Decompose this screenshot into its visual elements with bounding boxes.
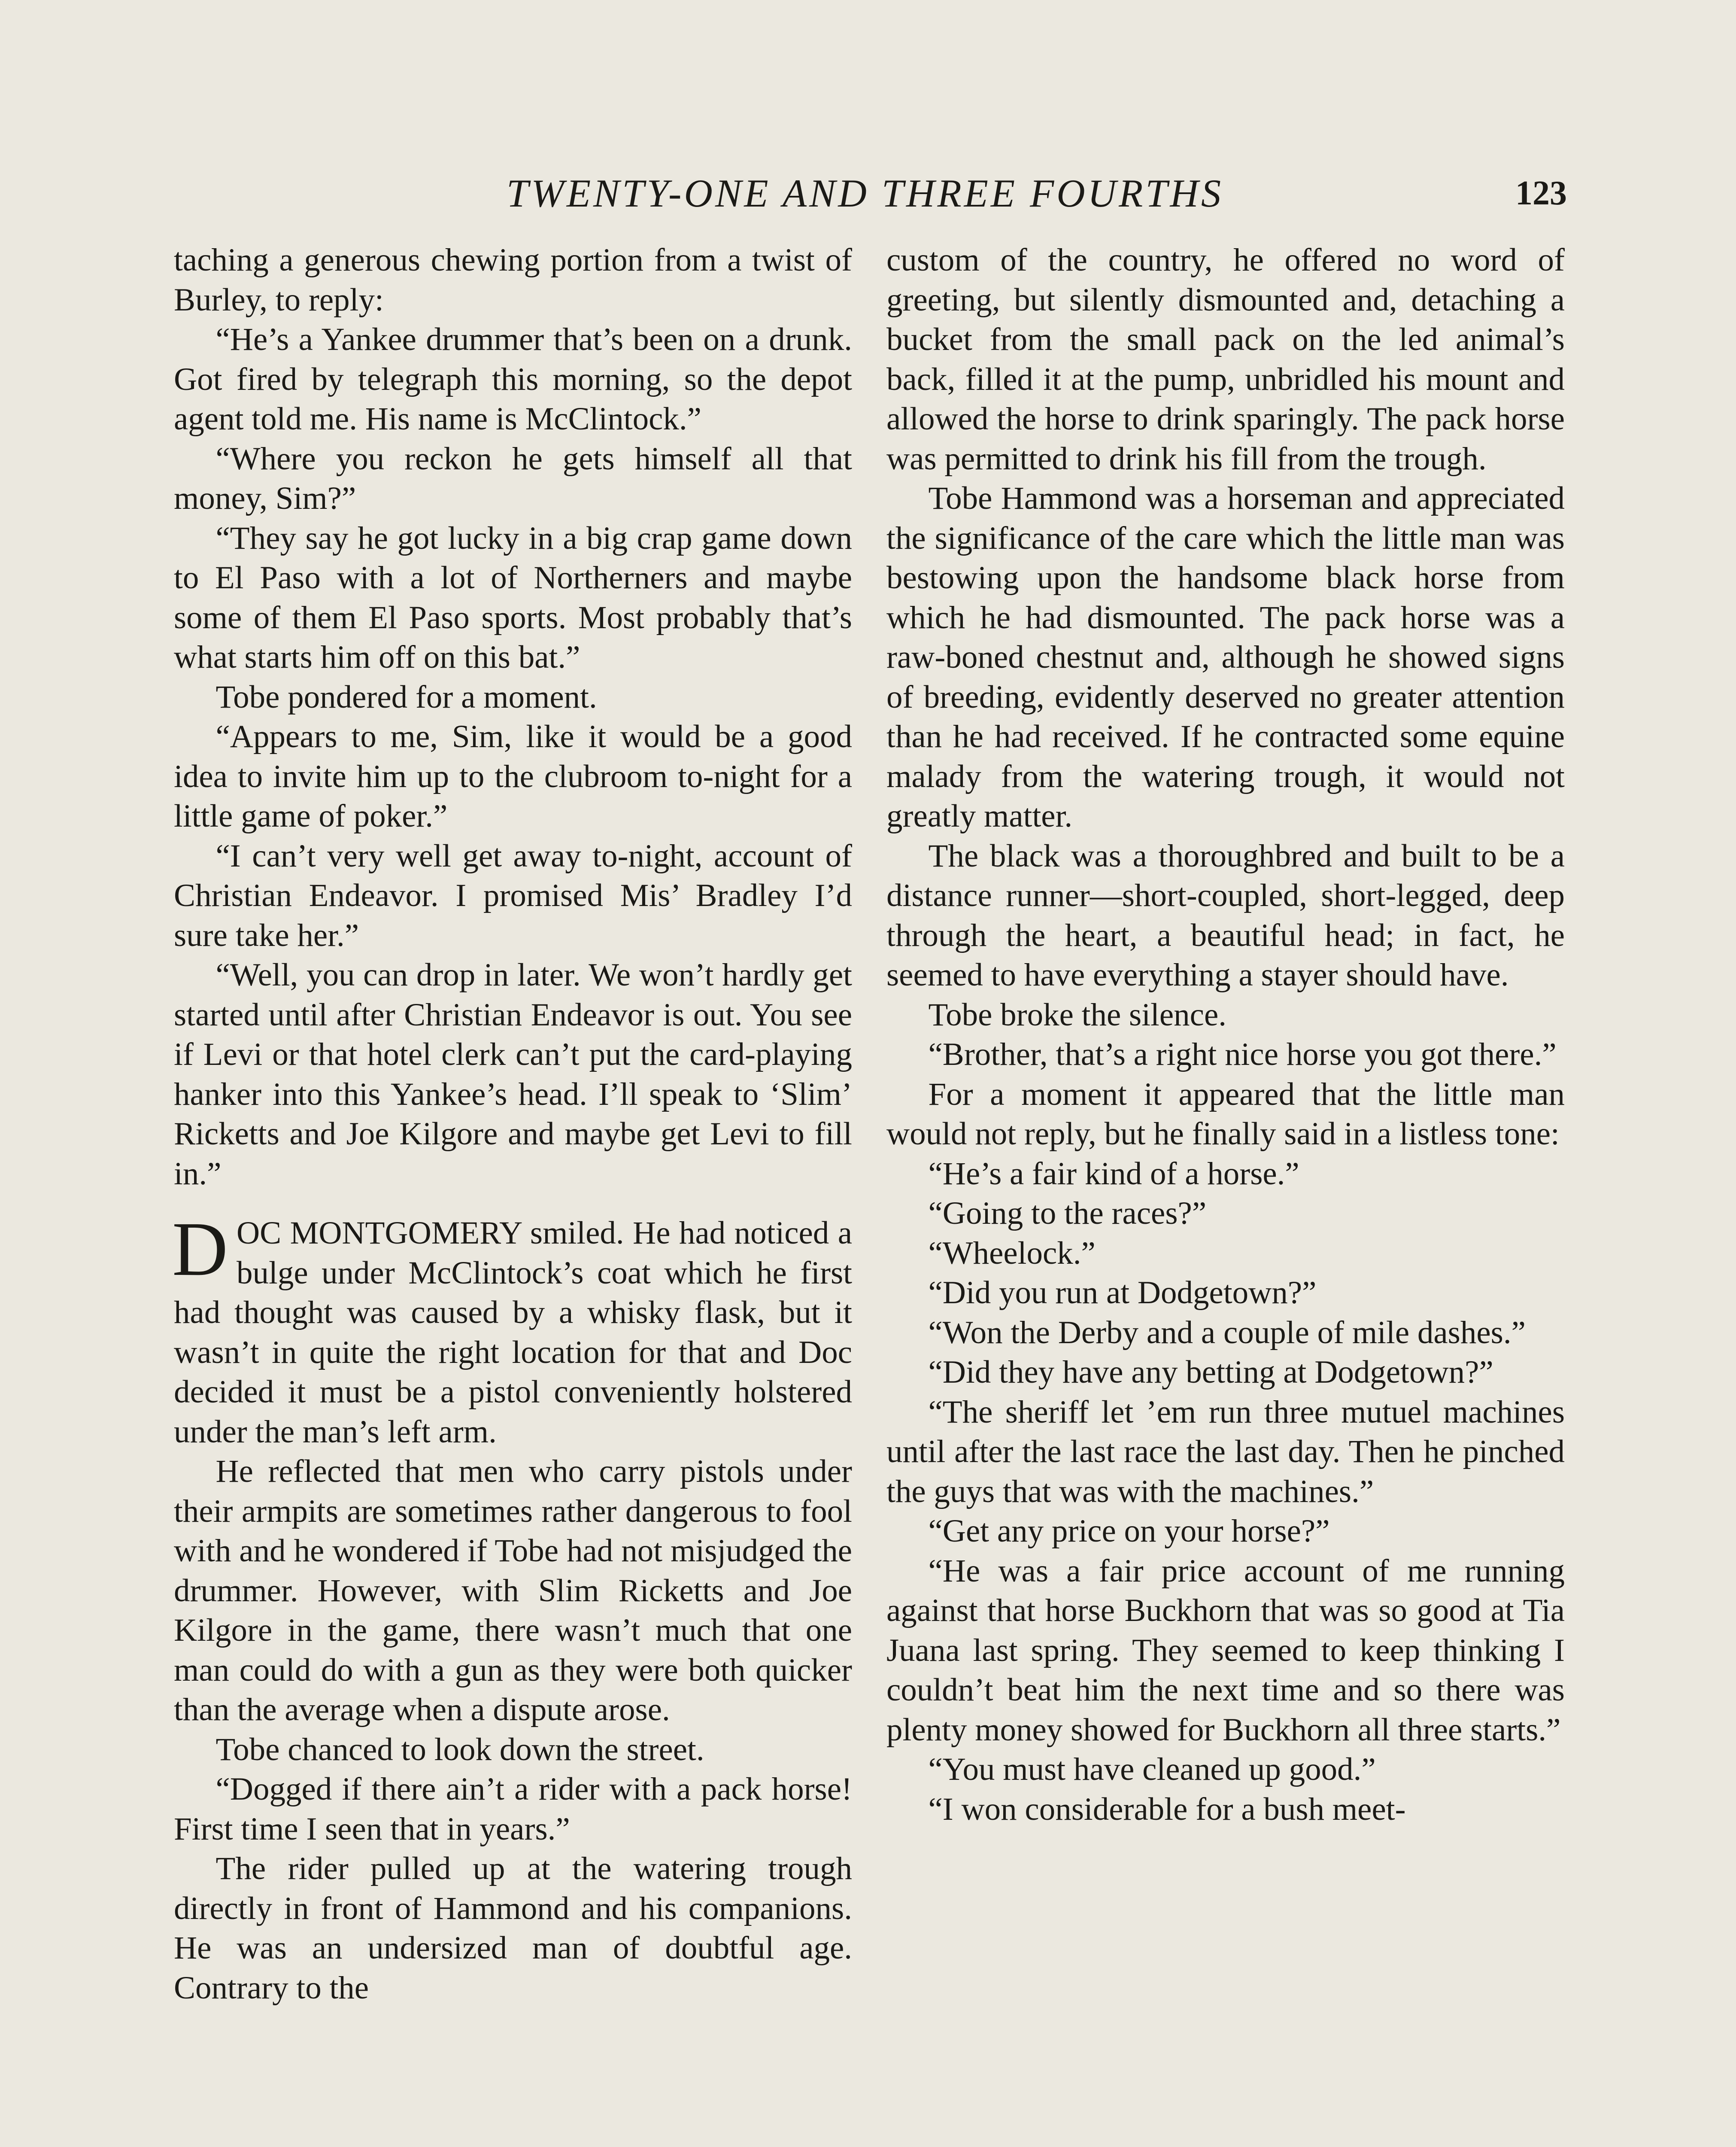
paragraph: “Wheelock.” <box>928 1235 1096 1271</box>
right-column <box>886 240 1565 1829</box>
paragraph: Tobe broke the silence. <box>928 997 1226 1033</box>
paragraph: “You must have cleaned up good.” <box>928 1752 1376 1787</box>
paragraph: “The sheriff let ’em run three mutuel machines until after the last race the last day. Then he pinched the guys that was with the machines.” <box>886 1394 1565 1509</box>
paragraph: The black was a thoroughbred and built to be a distance runner—short-coupled, short-legged, deep through the heart, a beautiful head; in fact, he seemed to have everything a stayer should have. <box>886 838 1565 993</box>
paragraph: “Dogged if there ain’t a rider with a pack horse! First time I seen that in years.” <box>174 1771 852 1847</box>
paragraph: custom of the country, he offered no word of greeting, but silently dismounted and, detaching a bucket from the small pack on the led animal’s back, filled it at the pump, unbridled his mount and allowed the horse to drink sparingly. The pack horse was permitted to drink his fill from the trough. <box>886 242 1565 477</box>
paragraph: “He’s a Yankee drummer that’s been on a drunk. Got fired by telegraph this morning, so the depot agent told me. His name is McClintock.” <box>174 322 852 437</box>
paragraph: Tobe Hammond was a horseman and appreciated the significance of the care which the little man was bestowing upon the handsome black horse from which he had dismounted. The pack horse was a raw-boned chestnut and, although he showed signs of breeding, evidently deserved no greater attention than he had received. If he contracted some equine malady from the watering trough, it would not greatly matter. <box>886 480 1565 834</box>
paragraph: taching a generous chewing portion from a twist of Burley, to reply: <box>174 242 852 318</box>
paragraph: “I can’t very well get away to-night, account of Christian Endeavor. I promised Mis’ Bradley I’d sure take her.” <box>174 838 852 953</box>
paragraph: He reflected that men who carry pistols under their armpits are sometimes rather dangerous to fool with and he wondered if Tobe had not misjudged the drummer. However, with Slim Ricketts and Joe Kilgore in the game, there wasn’t much that one man could do with a gun as they were both quicker than the average when a dispute arose. <box>174 1454 852 1727</box>
paragraph: “Won the Derby and a couple of mile dashes.” <box>928 1314 1526 1350</box>
paragraph: “Brother, that’s a right nice horse you got there.” <box>928 1037 1557 1072</box>
section-opening-paragraph <box>172 1206 852 1452</box>
drop-cap: D <box>172 1206 228 1292</box>
paragraph: “I won considerable for a bush meet- <box>928 1791 1406 1827</box>
paragraph: “Get any price on your horse?” <box>928 1513 1330 1549</box>
paragraph: “Going to the races?” <box>928 1195 1207 1231</box>
paragraph: “Where you reckon he gets himself all that money, Sim?” <box>174 441 852 516</box>
left-column <box>174 240 852 2008</box>
paragraph: “He’s a fair kind of a horse.” <box>928 1156 1299 1192</box>
paragraph: “He was a fair price account of me running against that horse Buckhorn that was so good at Tia Juana last spring. They seemed to keep thinking I couldn’t beat him the next time and so there was plenty money showed for Buckhorn all three starts.” <box>886 1553 1565 1748</box>
paragraph: For a moment it appeared that the little man would not reply, but he finally said in a listless tone: <box>886 1076 1565 1152</box>
paragraph: “Did you run at Dodgetown?” <box>928 1275 1317 1311</box>
paragraph: “Appears to me, Sim, like it would be a good idea to invite him up to the clubroom to-night for a little game of poker.” <box>174 719 852 834</box>
page-number: 123 <box>1515 174 1567 212</box>
paragraph: “They say he got lucky in a big crap game down to El Paso with a lot of Northerners and maybe some of them El Paso sports. Most probably that’s what starts him off on this bat.” <box>174 520 852 675</box>
section-opening-text: OC MONTGOMERY smiled. He had noticed a bulge under McClintock’s coat which he first had thought was caused by a whisky flask, but it wasn’t in quite the right location for that and Doc decided it must be a pistol conveniently holstered under the man’s left arm. <box>174 1215 852 1450</box>
paragraph: The rider pulled up at the watering trough directly in front of Hammond and his companions. He was an undersized man of doubtful age. Contrary to the <box>174 1851 852 2006</box>
running-title: TWENTY-ONE AND THREE FOURTHS <box>507 171 1223 215</box>
paragraph: “Did they have any betting at Dodgetown?” <box>928 1354 1493 1390</box>
running-head <box>172 163 1567 223</box>
paragraph: “Well, you can drop in later. We won’t hardly get started until after Christian Endeavor is out. You see if Levi or that hotel clerk can’t put the card-playing hanker into this Yankee’s head. I’ll speak to ‘Slim’ Ricketts and Joe Kilgore and maybe get Levi to fill in.” <box>174 957 852 1192</box>
paragraph: Tobe chanced to look down the street. <box>215 1731 704 1767</box>
paragraph: Tobe pondered for a moment. <box>215 679 597 715</box>
